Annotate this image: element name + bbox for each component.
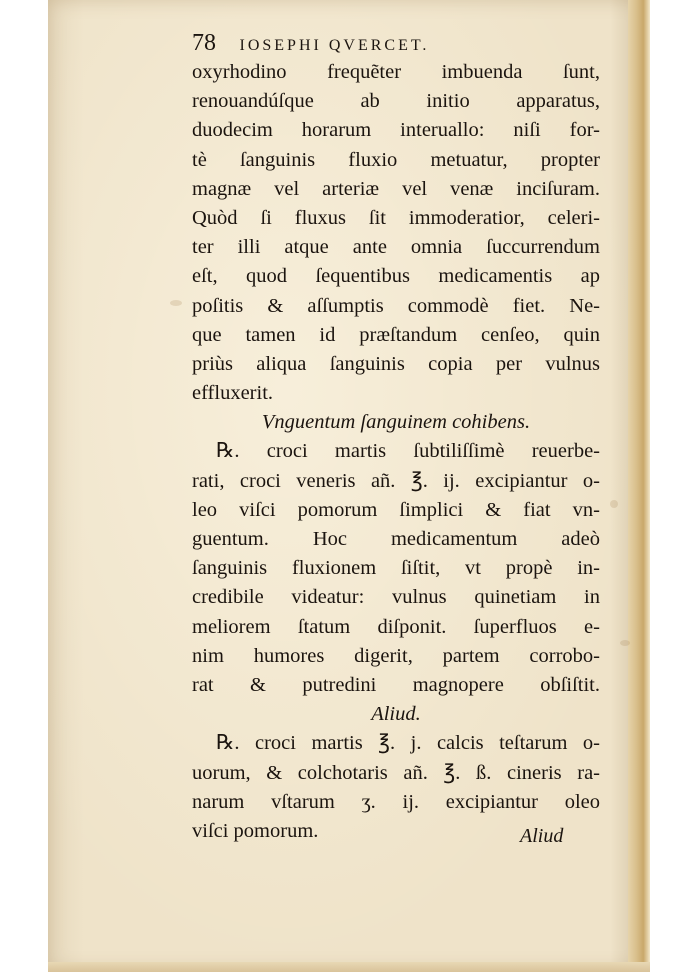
text-line: meliorem ſtatum diſponit. ſuperfluos e- (192, 615, 600, 638)
text-line: ℞. croci martis ſubtiliſſimè reuerbe- (216, 440, 600, 463)
text-line: viſci pomorum. (192, 819, 319, 842)
text-line: credibile videatur: vulnus quinetiam in (192, 586, 600, 609)
paper-stain (610, 500, 618, 508)
text-line: ſanguinis fluxionem ſiſtit, vt propè in- (192, 557, 600, 580)
text-line: guentum. Hoc medicamentum adeò (192, 528, 600, 550)
text-line: uorum, & colchotaris añ. ℥. ß. cineris ra- (192, 761, 600, 784)
section-heading: Aliud. (371, 703, 421, 726)
text-line: eſt, quod ſequentibus medicamentis ap (192, 265, 600, 288)
section-heading: Vnguentum ſanguinem cohibens. (261, 411, 531, 434)
text-line: renouandúſque ab initio apparatus, (192, 90, 600, 113)
page-text (192, 58, 600, 846)
running-head: IOSEPHI QVERCET. (239, 37, 430, 54)
text-line: narum vſtarum ʒ. ij. excipiantur oleo (192, 790, 600, 813)
text-line: tè ſanguinis fluxio metuatur, propter (192, 148, 600, 171)
paper-stain (170, 300, 182, 306)
page-bottom-edge (48, 962, 650, 972)
text-line: rati, croci veneris añ. ℥. ij. excipiantur o- (192, 469, 600, 492)
text-line: effluxerit. (192, 382, 274, 405)
paper-stain (620, 640, 630, 646)
text-line: ter illi atque ante omnia ſuccurrendum (192, 236, 600, 259)
running-header (192, 30, 429, 57)
text-line: nim humores digerit, partem corrobo- (192, 644, 600, 667)
catchword: Aliud (520, 825, 564, 847)
text-line: oxyrhodino frequẽter imbuenda ſunt, (192, 61, 600, 83)
page-edge (628, 0, 650, 970)
text-line: Quòd ſi fluxus ſit immoderatior, celeri- (192, 206, 600, 229)
text-line: leo viſci pomorum ſimplici & fiat vn- (192, 498, 600, 521)
text-line: magnæ vel arteriæ vel venæ inciſuram. (192, 177, 600, 200)
text-line: poſitis & aſſumptis commodè fiet. Ne- (192, 294, 600, 317)
text-line: ℞. croci martis ℥. j. calcis teſtarum o- (216, 732, 600, 755)
page-number: 78 (192, 30, 216, 56)
text-line: priùs aliqua ſanguinis copia per vulnus (192, 352, 600, 375)
text-line: que tamen id præſtandum cenſeo, quin (192, 323, 600, 346)
text-line: rat & putredini magnopere obſiſtit. (192, 673, 600, 696)
text-line: duodecim horarum interuallo: niſi for- (192, 119, 600, 142)
